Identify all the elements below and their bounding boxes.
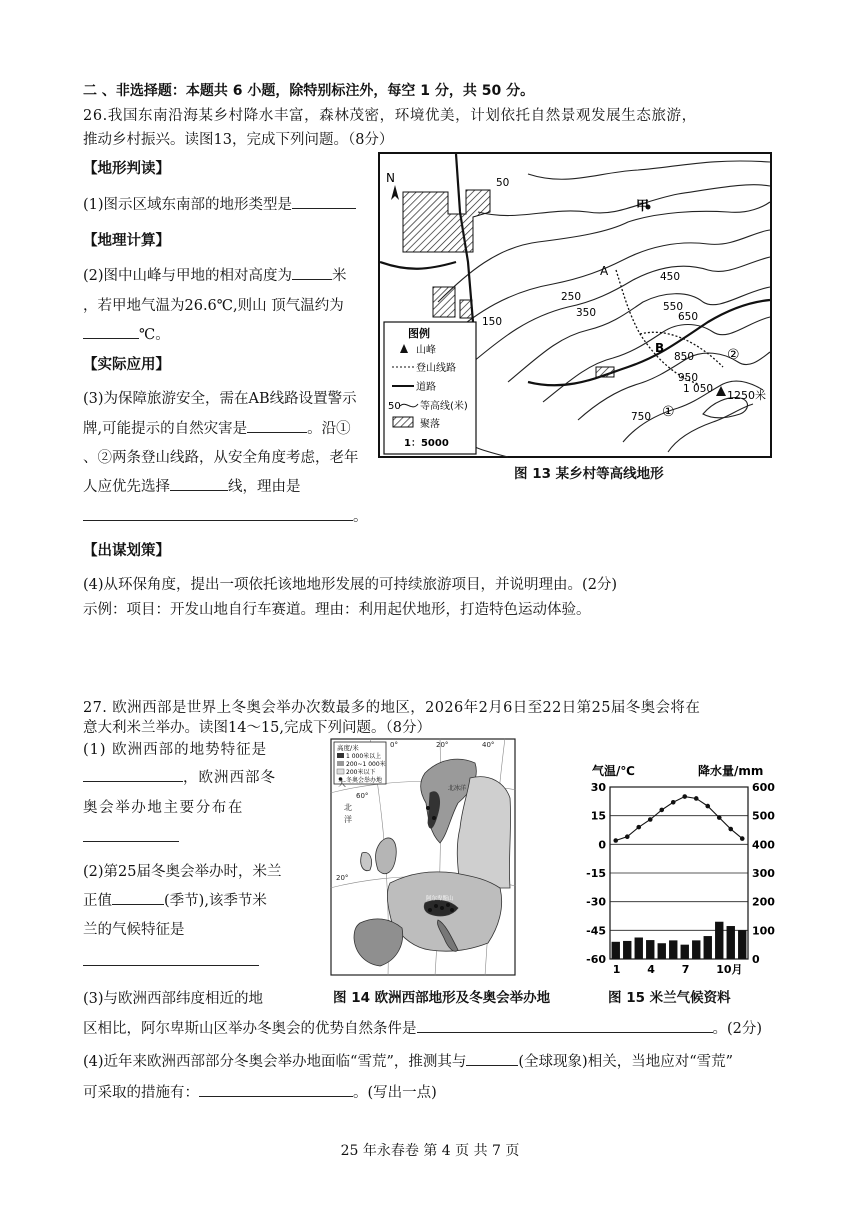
q27-part3-text-end: 。(2分)	[712, 1021, 763, 1037]
peak-label: 1250米	[727, 389, 766, 402]
svg-text:北冰洋: 北冰洋	[448, 785, 467, 792]
temperature-point	[636, 825, 641, 830]
precip-bar	[658, 943, 666, 959]
y-tick-label: 0	[598, 838, 606, 852]
y2-tick-label: 100	[752, 924, 775, 938]
y2-tick-label: 0	[752, 953, 760, 966]
answer-blank[interactable]	[83, 505, 353, 521]
temperature-point	[659, 808, 664, 813]
answer-blank[interactable]	[170, 475, 228, 491]
temperature-point	[705, 804, 710, 809]
temperature-point	[625, 834, 630, 839]
q27-part4-text3: 可采取的措施有：	[83, 1085, 199, 1101]
svg-text:850: 850	[674, 351, 695, 363]
q26-part3-line4	[83, 475, 301, 496]
q26-part2-line1	[83, 264, 347, 285]
y-tick-label: -30	[586, 895, 606, 909]
q27-part3-text: 区相比，阿尔卑斯山区举办冬奥会的优势自然条件是	[83, 1021, 417, 1037]
svg-text:N: N	[386, 171, 395, 185]
x-tick-label: 10月	[716, 963, 743, 976]
q27-part1-line3: 奥会举办地主要分布在	[83, 800, 244, 816]
svg-text:40°: 40°	[482, 741, 495, 749]
svg-text:200米以下: 200米以下	[346, 769, 376, 776]
svg-text:50: 50	[496, 177, 510, 189]
svg-text:0°: 0°	[390, 741, 398, 749]
q27-part4-text2: (全球现象)相关，当地应对“雪荒”	[518, 1054, 734, 1070]
q26-part1	[83, 193, 356, 214]
svg-text:北: 北	[344, 803, 352, 812]
q27-part2-line1: (2)第25届冬奥会举办时，米兰	[83, 864, 282, 880]
q26-part3-line5	[83, 505, 368, 526]
y2-tick-label: 400	[752, 838, 775, 852]
q26-part3-line2	[83, 417, 351, 438]
svg-text:650: 650	[678, 311, 699, 323]
x-tick-label: 7	[681, 963, 690, 976]
svg-text:1：5000: 1：5000	[404, 438, 449, 449]
answer-blank[interactable]	[466, 1050, 518, 1066]
q26-heading-calc: 【地理计算】	[83, 232, 170, 249]
answer-blank[interactable]	[83, 950, 259, 966]
q27-part4-text-end: 。(写出一点)	[353, 1085, 437, 1101]
svg-text:洋: 洋	[344, 815, 352, 824]
figure13-caption: 图 13 某乡村等高线地形	[514, 466, 664, 482]
precip-bar	[681, 945, 689, 959]
q26-part3-text-end: 。沿①	[307, 421, 351, 437]
q26-part3-line1: (3)为保障旅游安全，需在AB线路设置警示	[83, 391, 357, 407]
svg-text:大: 大	[338, 779, 346, 788]
precip-bar	[646, 940, 654, 959]
precip-bar	[715, 922, 723, 959]
q26-part3-text: 牌,可能提示的自然灾害是	[83, 421, 248, 437]
svg-text:山峰: 山峰	[416, 345, 436, 356]
temperature-point	[613, 838, 618, 843]
q26-heading-plan: 【出谋划策】	[83, 542, 170, 559]
q26-part4-example: 示例：项目：开发山地自行车赛道。理由：利用起伏地形，打造特色运动体验。	[83, 602, 591, 618]
svg-text:20°: 20°	[336, 874, 349, 882]
answer-blank[interactable]	[292, 193, 356, 209]
svg-text:750: 750	[631, 411, 652, 423]
svg-text:登山线路: 登山线路	[416, 363, 456, 374]
figure13-legend	[384, 322, 476, 454]
precip-bar	[704, 936, 712, 959]
precip-bar	[623, 941, 631, 959]
temperature-point	[717, 815, 722, 820]
temperature-point	[728, 827, 733, 832]
label-jia: 甲	[636, 199, 650, 214]
svg-text:道路: 道路	[416, 382, 436, 393]
q26-part3-text2: 人应优先选择	[83, 479, 170, 495]
q26-part2-unit: 米	[332, 268, 347, 284]
y2-tick-label: 500	[752, 809, 775, 823]
x-tick-label: 4	[647, 963, 655, 976]
svg-text:阿尔卑斯山: 阿尔卑斯山	[426, 896, 454, 902]
q26-part2-unit2: ℃。	[139, 327, 170, 343]
svg-text:图例: 图例	[408, 327, 430, 340]
figure15-climate-chart	[580, 757, 780, 982]
q26-heading-terrain: 【地形判读】	[83, 160, 170, 177]
q26-part4: (4)从环保角度，提出一项依托该地地形发展的可持续旅游项目，并说明理由。(2分)	[83, 577, 618, 593]
answer-blank[interactable]	[417, 1017, 713, 1033]
q27-intro-line2: 意大利米兰举办。读图14～15,完成下列问题。（8分）	[83, 720, 431, 736]
precip-bar	[669, 940, 677, 959]
temperature-point	[671, 800, 676, 805]
precip-bar	[692, 940, 700, 959]
q27-intro-line1: 27. 欧洲西部是世界上冬奥会举办次数最多的地区，2026年2月6日至22日第25届冬奥会将在	[83, 700, 701, 716]
y-tick-label: -45	[586, 924, 606, 938]
q27-part2-line4	[83, 950, 259, 970]
q27-part1-line4	[83, 826, 179, 846]
chart-y2label: 降水量/mm	[698, 764, 764, 778]
precip-bar	[635, 938, 643, 960]
y2-tick-label: 200	[752, 895, 775, 909]
svg-text:1 050: 1 050	[683, 383, 714, 395]
chart-ylabel: 气温/℃	[592, 764, 635, 778]
temperature-point	[740, 836, 745, 841]
y-tick-label: -60	[586, 953, 606, 966]
label-a: A	[600, 264, 609, 278]
answer-blank[interactable]	[199, 1081, 353, 1097]
temperature-line	[616, 797, 743, 841]
svg-text:聚落: 聚落	[420, 419, 440, 430]
figure14-europe-map	[330, 738, 516, 976]
x-tick-label: 1	[612, 963, 621, 976]
label-b: B	[655, 341, 665, 355]
q26-part3-end: 。	[353, 509, 368, 525]
answer-blank[interactable]	[83, 826, 179, 842]
answer-blank[interactable]	[112, 889, 164, 905]
svg-text:550: 550	[663, 301, 684, 313]
svg-text:200~1 000米: 200~1 000米	[346, 761, 386, 768]
q27-part2-line3: 兰的气候特征是	[83, 922, 185, 938]
answer-blank[interactable]	[247, 417, 307, 433]
q26-part3-text2-end: 线，理由是	[228, 479, 301, 495]
answer-blank[interactable]	[292, 264, 332, 280]
svg-text:冬奥会举办地: 冬奥会举办地	[346, 777, 383, 784]
temperature-point	[682, 794, 687, 799]
q26-part2-line3	[83, 323, 170, 344]
label-route2: ②	[727, 347, 740, 363]
svg-text:60°: 60°	[356, 792, 369, 800]
y2-tick-label: 300	[752, 867, 775, 880]
svg-text:20°: 20°	[436, 741, 449, 749]
svg-text:250: 250	[561, 291, 582, 303]
temperature-point	[648, 817, 653, 822]
svg-text:150: 150	[482, 316, 503, 328]
q27-part2-line2	[83, 889, 267, 910]
y2-tick-label: 600	[752, 781, 775, 794]
q27-part4-line1	[83, 1050, 733, 1071]
svg-text:1 000米以上: 1 000米以上	[346, 753, 382, 760]
y-tick-label: -15	[586, 867, 606, 880]
q27-part3-line1: (3)与欧洲西部纬度相近的地	[83, 991, 264, 1007]
svg-text:350: 350	[576, 307, 597, 319]
svg-text:高度/米: 高度/米	[337, 744, 359, 752]
precip-bar	[612, 942, 620, 959]
svg-text:450: 450	[660, 271, 681, 283]
y-tick-label: 15	[590, 809, 606, 823]
section-title: 二 、非选择题：本题共 6 小题，除特别标注外，每空 1 分，共 50 分。	[83, 83, 535, 99]
figure13-contour-map	[378, 152, 772, 458]
temperature-point	[694, 796, 699, 801]
y-tick-label: 30	[590, 781, 606, 794]
figure14-legend	[334, 742, 386, 784]
label-route1: ①	[662, 404, 675, 420]
q27-part4-line2	[83, 1081, 437, 1102]
figure15-caption: 图 15 米兰气候资料	[608, 990, 731, 1006]
precip-bar	[738, 930, 746, 959]
answer-blank[interactable]	[83, 323, 139, 339]
q26-part2-text: (2)图中山峰与甲地的相对高度为	[83, 268, 293, 284]
q26-part1-text: (1)图示区域东南部的地形类型是	[83, 197, 293, 213]
svg-text:950: 950	[678, 372, 699, 384]
figure14-caption: 图 14 欧洲西部地形及冬奥会举办地	[333, 990, 551, 1006]
q27-part1-text2: ，欧洲西部冬	[183, 770, 276, 786]
svg-text:等高线(米): 等高线(米)	[420, 401, 468, 412]
precip-bar	[727, 926, 735, 959]
answer-blank[interactable]	[83, 766, 183, 782]
q26-part3-line3: 、②两条登山线路，从安全角度考虑，老年	[83, 450, 359, 466]
q27-part1-line2	[83, 766, 276, 787]
page-footer: 25 年永春卷 第 4 页 共 7 页	[340, 1143, 520, 1159]
q26-part2-line2: ，若甲地气温为26.6℃,则山 顶气温约为	[83, 298, 344, 314]
q27-part4-text: (4)近年来欧洲西部部分冬奥会举办地面临“雪荒”，推测其与	[83, 1054, 467, 1070]
q27-part2-text-end: (季节),该季节米	[164, 893, 267, 909]
q26-heading-apply: 【实际应用】	[83, 356, 170, 373]
q27-part3-line2	[83, 1017, 762, 1038]
q26-intro-line1: 26.我国东南沿海某乡村降水丰富，森林茂密，环境优美，计划依托自然景观发展生态旅游，	[83, 108, 697, 124]
q27-part1-line1: (1) 欧洲西部的地势特征是	[83, 742, 268, 758]
q27-part2-text: 正值	[83, 893, 112, 909]
svg-text:50: 50	[388, 401, 401, 412]
q26-intro-line2: 推动乡村振兴。读图13，完成下列问题。（8分）	[83, 132, 394, 148]
